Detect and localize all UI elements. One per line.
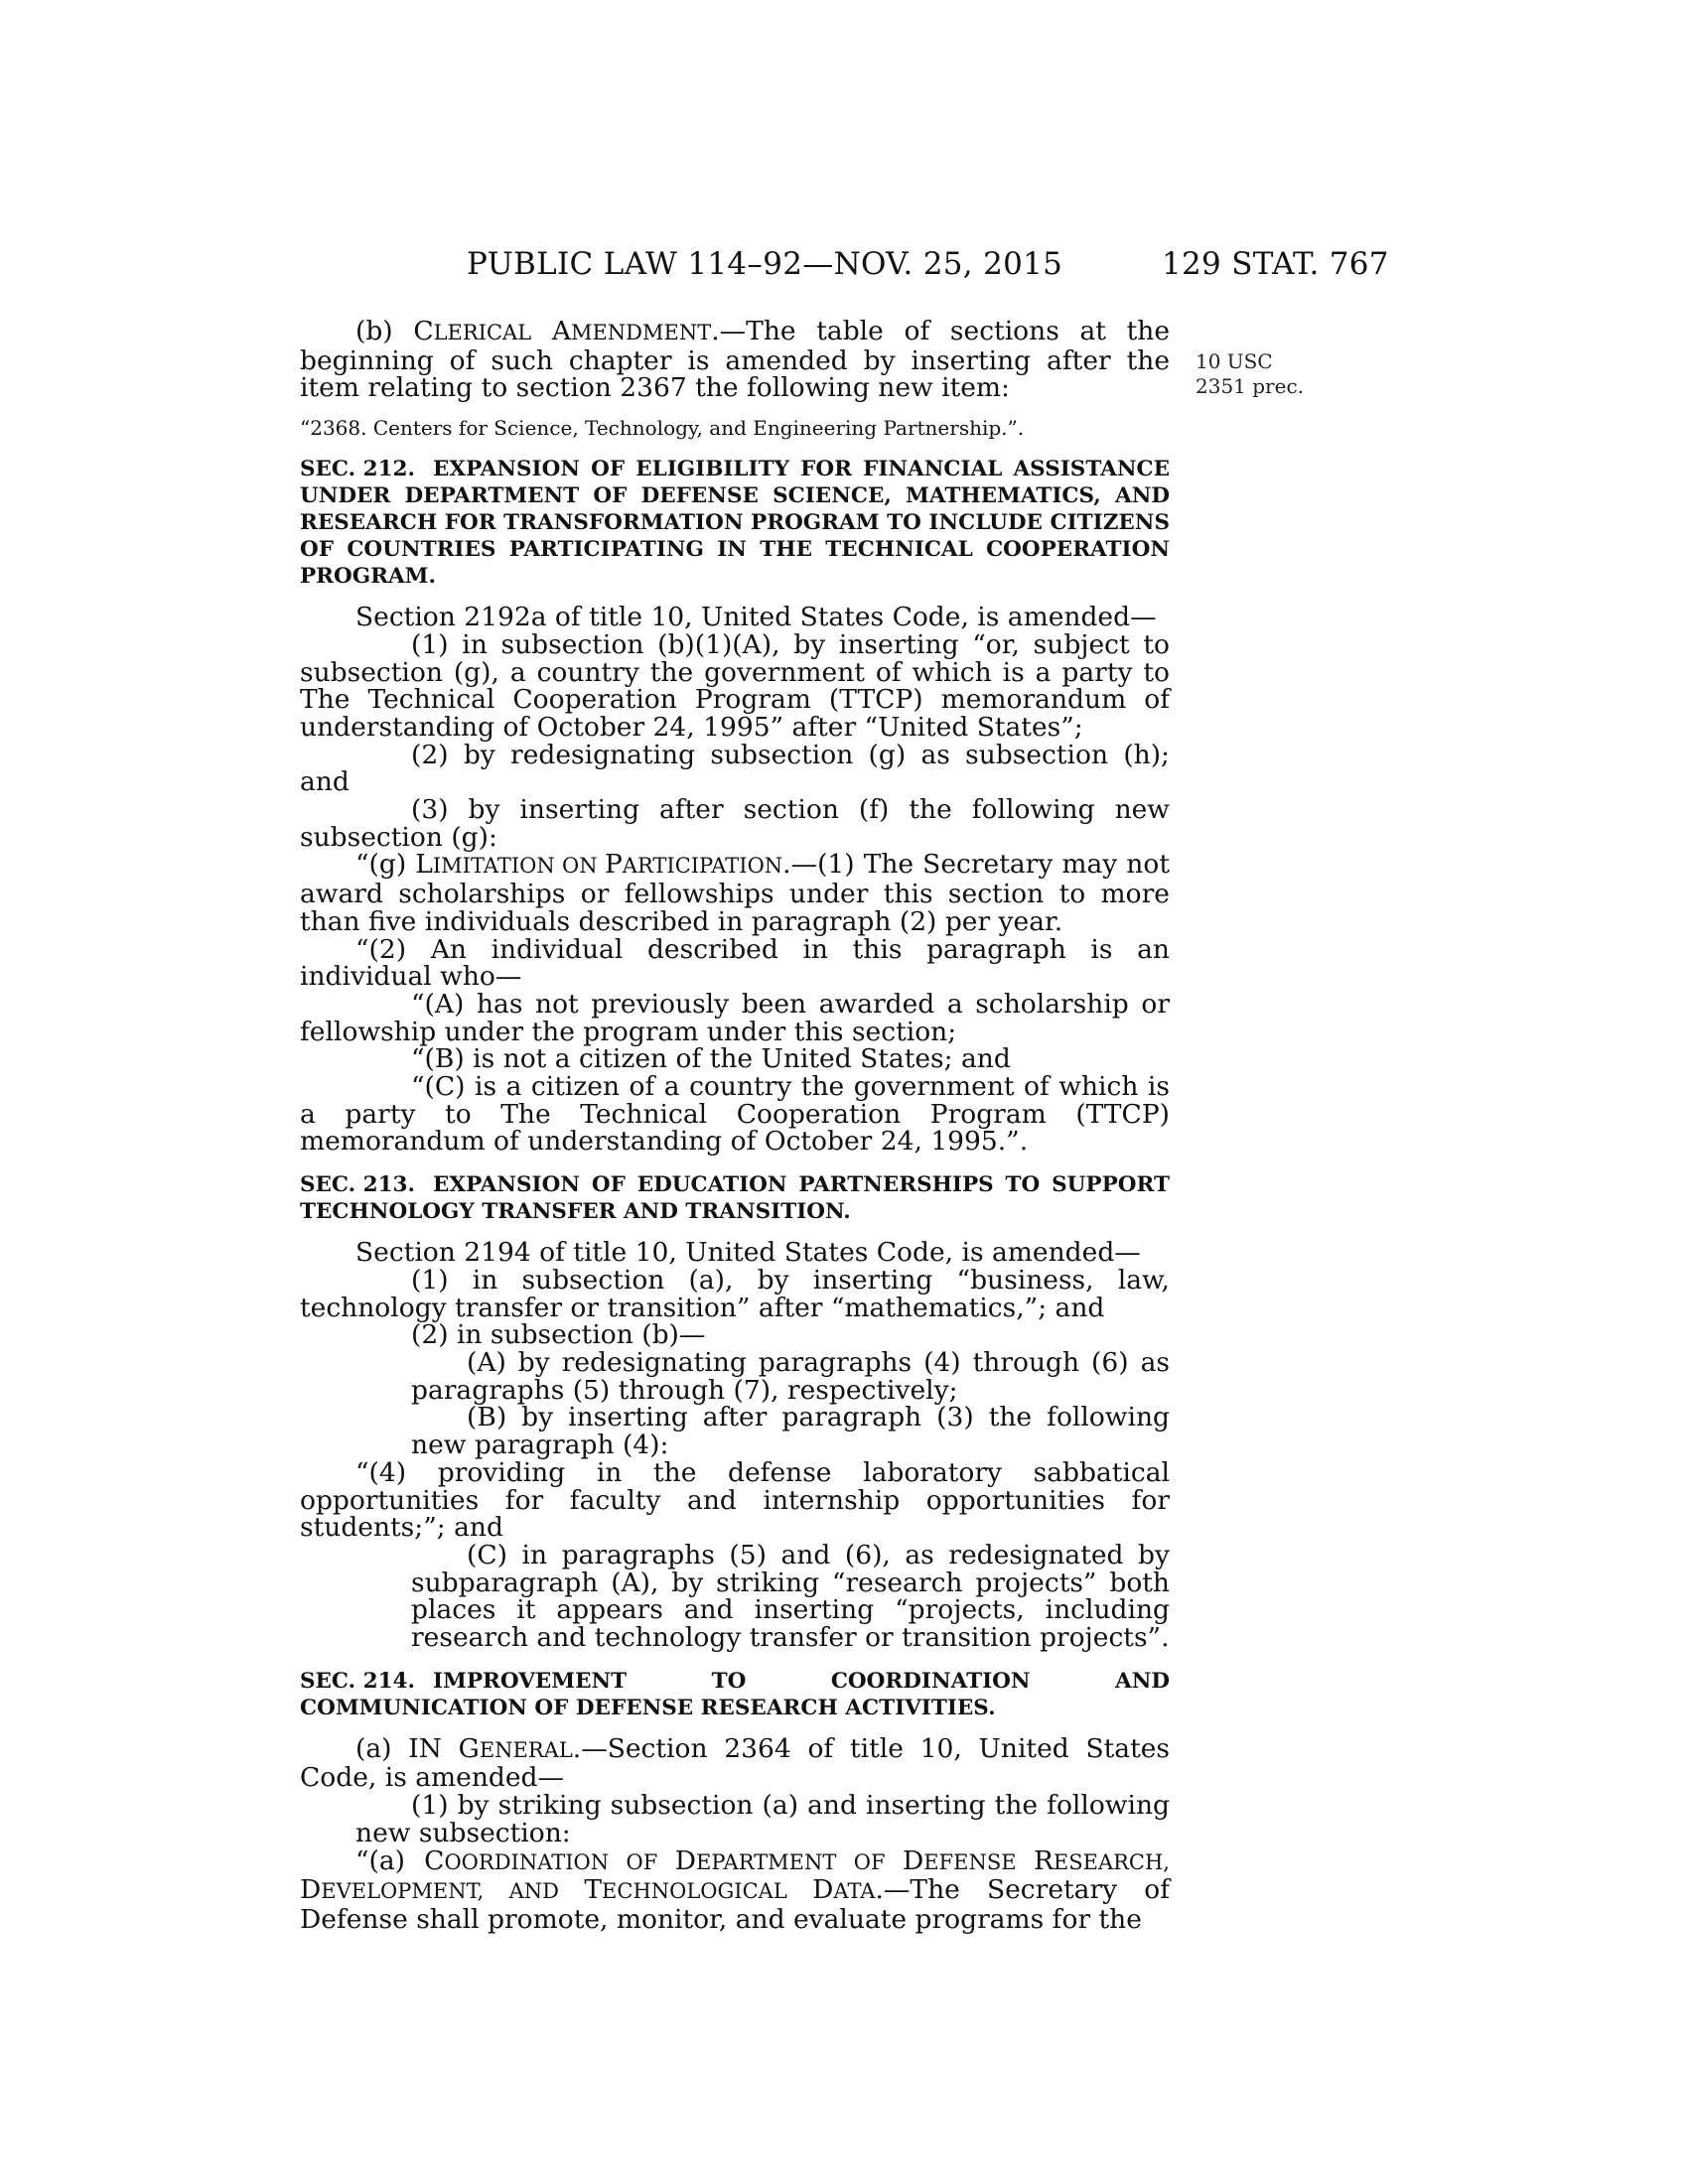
section-heading-213 — [300, 1171, 1170, 1225]
in-general-paragraph: (a) IN GENERAL.—Section 2364 of title 10, United States Code, is amended— — [300, 1732, 1170, 1794]
section-number: SEC. 214. — [300, 1668, 415, 1694]
subsection-g: “(g) LIMITATION ON PARTICIPATION.—(1) The Secretary may not award scholarships or fellowships under this section to more than five individuals described in paragraph (2) per year. — [300, 849, 1170, 937]
section-heading-212 — [300, 456, 1170, 590]
paragraph-2: (2) in subsection (b)— — [411, 1319, 706, 1351]
paragraph-2: (2) by redesignating subsection (g) as subsection (h); and — [300, 739, 1170, 798]
margin-citation — [1196, 349, 1304, 399]
section-title: IMPROVEMENT TO COORDINATION AND COMMUNICATION OF DEFENSE RESEARCH ACTIVITIES. — [300, 1668, 1170, 1720]
subsection-g-2: “(2) An individual described in this paragraph is an individual who— — [300, 933, 1170, 993]
subparagraph-A: “(A) has not previously been awarded a scholarship or fellowship under the program under this section; — [300, 988, 1170, 1047]
subparagraph-C: “(C) is a citizen of a country the government of which is a party to The Technical Cooperation Program (TTCP) memorandum of understanding of October 24, 1995.”. — [300, 1071, 1170, 1158]
margin-citation-line2: 2351 prec. — [1196, 374, 1305, 398]
margin-citation-line1: 10 USC — [1196, 349, 1273, 373]
clerical-amendment-paragraph: (b) CLERICAL AMENDMENT.—The table of sections at the beginning of such chapter is amended by inserting after the item relating to section 2367 the following new item: — [300, 316, 1170, 404]
section-lead: Section 2194 of title 10, United States Code, is amended— — [355, 1237, 1141, 1269]
section-heading-214 — [300, 1668, 1170, 1721]
section-title: EXPANSION OF EDUCATION PARTNERSHIPS TO SUPPORT TECHNOLOGY TRANSFER AND TRANSITION. — [300, 1172, 1170, 1225]
subparagraph-C: (C) in paragraphs (5) and (6), as redesignated by subparagraph (A), by striking “research projects” both places it appears and inserting “projects, including research and technology transfer or transition projects”. — [411, 1539, 1170, 1654]
section-number: SEC. 213. — [300, 1172, 415, 1198]
section-number: SEC. 212. — [300, 457, 415, 482]
paragraph-1: (1) in subsection (a), by inserting “business, law, technology transfer or transition” after “mathematics,”; and — [300, 1264, 1170, 1323]
paragraph-1: (1) by striking subsection (a) and inserting the following new subsection: — [355, 1790, 1170, 1848]
running-header-title: PUBLIC LAW 114–92—NOV. 25, 2015 — [467, 246, 1063, 282]
section-title: EXPANSION OF ELIGIBILITY FOR FINANCIAL ASSISTANCE UNDER DEPARTMENT OF DEFENSE SCIENCE, MATHEMATICS, AND RESEARCH FOR TRANSFORMATION PROGRAM TO INCLUDE CITIZENS OF COUNTRIES PARTICIPATING IN THE TECHNICAL COOPERATION PROGRAM. — [300, 457, 1170, 590]
section-lead: Section 2192a of title 10, United States Code, is amended— — [355, 602, 1157, 633]
subparagraph-B: (B) by inserting after paragraph (3) the following new paragraph (4): — [411, 1402, 1170, 1461]
paragraph-3: (3) by inserting after section (f) the following new subsection (g): — [300, 794, 1170, 853]
paragraph-1: (1) in subsection (b)(1)(A), by inserting “or, subject to subsection (g), a country the government of which is a party to The Technical Cooperation Program (TTCP) memorandum of understanding of October 24, 1995” after “United States”; — [300, 628, 1170, 743]
quoted-subsection-a: “(a) COORDINATION OF DEPARTMENT OF DEFENSE RESEARCH, DEVELOPMENT, AND TECHNOLOGICAL DATA.—The Secretary of Defense shall promote, monitor, and evaluate programs for the — [300, 1844, 1170, 1935]
subparagraph-B: “(B) is not a citizen of the United States; and — [411, 1043, 1011, 1075]
table-of-sections-item: “2368. Centers for Science, Technology, and Engineering Partnership.”. — [300, 416, 1025, 441]
body-text — [300, 318, 1170, 1934]
subparagraph-A: (A) by redesignating paragraphs (4) through (6) as paragraphs (5) through (7), respectively; — [411, 1346, 1170, 1406]
new-paragraph-4: “(4) providing in the defense laboratory sabbatical opportunities for faculty and internship opportunities for students;”; and — [300, 1456, 1170, 1544]
statute-page-number: 129 STAT. 767 — [1162, 246, 1389, 282]
